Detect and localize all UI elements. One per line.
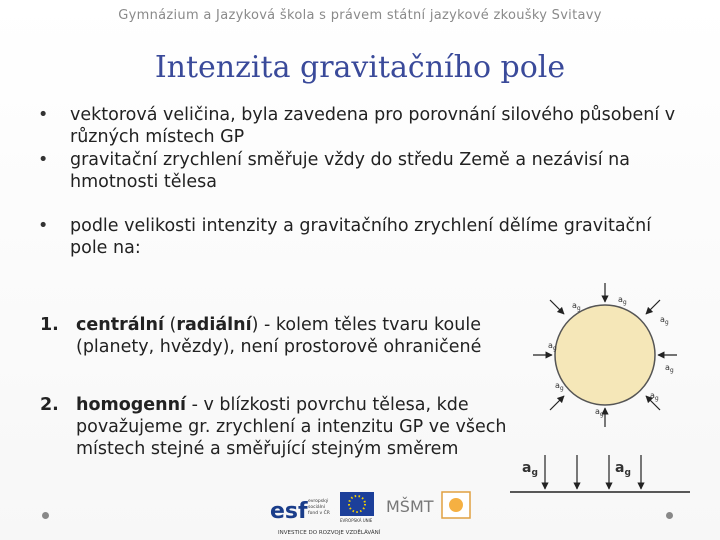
central-field [533, 283, 677, 427]
slide-title: Intenzita gravitačního pole [154, 50, 566, 85]
vector-label: $a_g$ [618, 295, 627, 306]
bullet-list [38, 104, 678, 260]
msmt-logo-text: MŠMT [386, 497, 434, 516]
radial-arrow-tl [550, 300, 564, 314]
vector-label: $a_g$ [650, 391, 659, 402]
planet-sphere [555, 305, 655, 405]
bullet-dot: • [38, 105, 49, 125]
esf-logo-text: esf [270, 499, 308, 524]
vector-label: $a_g$ [555, 381, 564, 392]
msmt-logo [386, 497, 434, 516]
gravity-field-diagram [500, 280, 710, 500]
numbered-item-homogeneous [40, 394, 546, 460]
footer-logos [268, 488, 478, 540]
item-term: centrální [76, 315, 164, 335]
corner-dot-right [666, 512, 673, 519]
bullet-item [38, 149, 678, 193]
vector-label: $a_g$ [595, 407, 604, 418]
homogeneous-field [510, 455, 690, 492]
radial-arrow-tr [646, 300, 660, 314]
item-number: 2. [40, 395, 59, 415]
item-term: homogenní [76, 395, 187, 415]
radial-arrow-bl [550, 396, 564, 410]
item-paren: ( [163, 315, 177, 335]
bullet-text: vektorová veličina, byla zavedena pro porovnání silového působení v různých místech GP [70, 105, 676, 147]
bullet-text: gravitační zrychlení směřuje vždy do středu Země a nezávisí na hmotnosti tělesa [70, 150, 630, 192]
bullet-dot: • [38, 150, 49, 170]
item-term-alt: radiální [176, 315, 252, 335]
bullet-text: podle velikosti intenzity a gravitačního zrychlení dělíme gravitační pole na: [70, 216, 652, 258]
vector-label: $a_g$ [548, 341, 557, 352]
esf-logo [270, 497, 330, 524]
footer-tagline: INVESTICE DO ROZVOJE VZDĚLÁVÁNÍ [278, 530, 381, 536]
item-number: 1. [40, 315, 59, 335]
vector-label: $a_g$ [660, 315, 669, 326]
school-header: Gymnázium a Jazyková škola s právem státní jazykové zkoušky Svitavy [118, 8, 602, 23]
homogeneous-label-right: $a_g$ [615, 460, 631, 478]
bullet-item [38, 104, 678, 148]
esf-logo-subtitle: evropský [308, 499, 329, 504]
homogeneous-label-left: $a_g$ [522, 460, 538, 478]
esf-logo-subtitle: fond v ČR [308, 511, 330, 516]
vector-label: $a_g$ [572, 301, 581, 312]
vector-label: $a_g$ [665, 363, 674, 374]
eu-logo-text: EVROPSKÁ UNIE [340, 518, 373, 523]
eu-flag-logo [340, 492, 374, 523]
corner-dot-left [42, 512, 49, 519]
bullet-item [38, 215, 678, 259]
item-text: ) - kolem těles tvaru koule (planety, hvězdy), není prostorově ohraničené [76, 315, 482, 357]
esf-logo-subtitle: sociální [308, 505, 325, 510]
item-text: - v blízkosti povrchu tělesa, kde považujeme gr. zrychlení a intenzitu GP ve všech místech stejné a směřující stejným směrem [76, 395, 507, 459]
numbered-item-central [40, 314, 506, 358]
op-vk-logo [442, 492, 470, 518]
bullet-dot: • [38, 216, 49, 236]
